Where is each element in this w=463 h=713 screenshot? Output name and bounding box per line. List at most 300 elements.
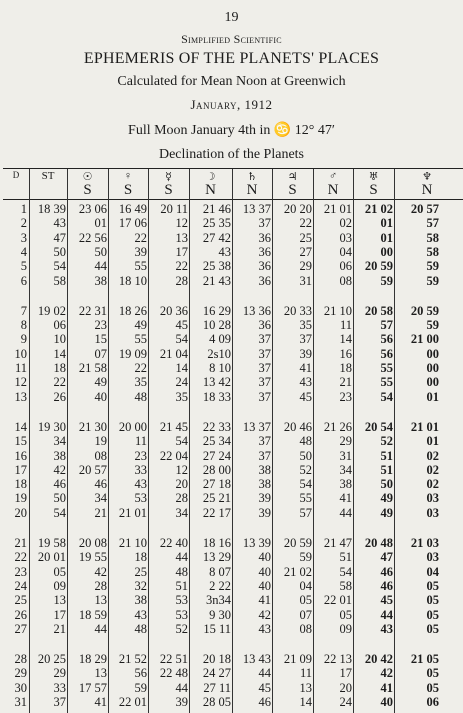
cell-saturn: 36 [258, 273, 271, 288]
cell-venus: 17 06 [118, 216, 147, 231]
cell-mercury: 22 40 [159, 536, 188, 550]
cell-venus: 22 [134, 361, 147, 375]
cell-neptune: 05 [426, 680, 439, 695]
cell-sidereal-time: 18 [53, 361, 66, 375]
cell-venus: 59 [134, 680, 147, 695]
cell-jupiter: 25 [299, 230, 312, 245]
cell-mars: 58 [339, 578, 352, 593]
cell-sun: 34 [94, 491, 107, 506]
cell-sidereal-time: 21 [53, 621, 66, 636]
cell-saturn: 38 [258, 462, 271, 477]
cell-day: 21 [14, 536, 27, 550]
cell-venus: 22 [134, 230, 147, 245]
cell-mars: 21 [339, 375, 352, 390]
subtitle: Calculated for Mean Noon at Greenwich [117, 74, 346, 89]
cell-mars: 29 [339, 434, 352, 449]
cell-neptune: 01 [426, 389, 439, 404]
cell-mercury: 51 [175, 578, 188, 593]
column-divider [148, 169, 149, 713]
cell-uranus: 55 [380, 361, 393, 375]
cell-neptune: 58 [426, 230, 439, 245]
cell-jupiter: 39 [299, 346, 312, 361]
cell-day: 27 [14, 621, 27, 636]
cell-mars: 21 10 [323, 303, 352, 318]
cell-uranus: 00 [380, 244, 393, 259]
cell-mars: 22 01 [323, 593, 352, 608]
cell-venus: 35 [134, 375, 147, 390]
cell-mars: 38 [339, 477, 352, 492]
section-title: Declination of the Planets [158, 147, 305, 162]
cell-day: 10 [14, 346, 27, 361]
cell-saturn: 36 [258, 318, 271, 333]
cell-venus: 39 [134, 244, 147, 259]
cell-sun: 19 55 [78, 550, 107, 565]
cell-mars: 14 [339, 332, 352, 347]
cell-neptune: 21 00 [410, 332, 439, 347]
cell-saturn: 13 39 [242, 536, 271, 550]
cell-moon: 2 22 [209, 578, 231, 593]
cell-sun: 13 [94, 666, 107, 681]
column-divider [272, 169, 273, 713]
cell-jupiter: 08 [299, 621, 312, 636]
cell-sidereal-time: 46 [53, 477, 66, 492]
cell-saturn: 39 [258, 491, 271, 506]
cell-mercury: 21 45 [159, 419, 188, 434]
cell-mars: 09 [339, 621, 352, 636]
cell-moon: 8 07 [209, 564, 231, 579]
cell-mercury: 52 [175, 621, 188, 636]
cell-mars: 51 [339, 550, 352, 565]
cell-neptune: 01 [426, 434, 439, 449]
subheader-uranus: S [369, 182, 378, 198]
cell-neptune: 03 [426, 550, 439, 565]
cell-moon: 25 21 [202, 491, 231, 506]
cell-venus: 21 52 [118, 652, 147, 667]
cell-jupiter: 54 [299, 477, 312, 492]
cell-uranus: 54 [380, 389, 393, 404]
cell-sidereal-time: 22 [53, 375, 66, 390]
cell-moon: 22 33 [202, 419, 231, 434]
cell-uranus: 42 [380, 666, 393, 681]
cell-mars: 54 [339, 564, 352, 579]
cell-day: 30 [14, 680, 27, 695]
cell-mars: 44 [339, 505, 352, 520]
cell-mercury: 28 [175, 491, 188, 506]
cell-mars: 20 [339, 680, 352, 695]
cell-uranus: 51 [380, 448, 393, 463]
cell-sidereal-time: 06 [53, 318, 66, 333]
cell-jupiter: 31 [299, 273, 312, 288]
cell-moon: 27 18 [202, 477, 231, 492]
cell-uranus: 21 02 [364, 202, 393, 216]
cell-day: 17 [14, 462, 27, 477]
cell-uranus: 56 [380, 346, 393, 361]
cell-sidereal-time: 43 [53, 216, 66, 231]
cell-mars: 02 [339, 216, 352, 231]
cell-day: 4 [20, 244, 27, 259]
cell-sidereal-time: 19 58 [37, 536, 66, 550]
cell-venus: 55 [134, 332, 147, 347]
cell-mercury: 48 [175, 564, 188, 579]
full-moon-note: Full Moon January 4th in ♋ 12° 47′ [128, 123, 335, 138]
cell-sidereal-time: 37 [53, 695, 66, 709]
cell-moon: 21 43 [202, 273, 231, 288]
cell-uranus: 59 [380, 273, 393, 288]
cell-mercury: 54 [175, 332, 188, 347]
cell-moon: 27 11 [203, 680, 231, 695]
cell-saturn: 37 [258, 361, 271, 375]
cell-neptune: 00 [426, 346, 439, 361]
cell-mercury: 53 [175, 593, 188, 608]
cell-jupiter: 04 [299, 578, 312, 593]
cell-moon: 3n34 [206, 593, 231, 608]
cell-uranus: 46 [380, 564, 393, 579]
cell-jupiter: 27 [299, 244, 312, 259]
cell-jupiter: 20 46 [283, 419, 312, 434]
cell-sun: 46 [94, 477, 107, 492]
cell-neptune: 00 [426, 361, 439, 375]
cell-sidereal-time: 54 [53, 505, 66, 520]
header-sun: ☉ [82, 171, 93, 183]
header-saturn: ♄ [247, 171, 257, 183]
cell-day: 25 [14, 593, 27, 608]
cell-jupiter: 57 [299, 505, 312, 520]
cell-saturn: 13 36 [242, 303, 271, 318]
cell-venus: 18 [134, 550, 147, 565]
subheader-venus: S [123, 182, 133, 198]
cell-mercury: 35 [175, 389, 188, 404]
cell-day: 14 [14, 419, 27, 434]
cell-jupiter: 07 [299, 607, 312, 622]
cell-mars: 23 [339, 389, 352, 404]
cell-jupiter: 35 [299, 318, 312, 333]
cell-sidereal-time: 13 [53, 593, 66, 608]
cell-saturn: 36 [258, 259, 271, 274]
cell-day: 19 [14, 491, 27, 506]
cell-sidereal-time: 20 25 [37, 652, 66, 667]
cell-day: 18 [14, 477, 27, 492]
subheader-sun: S [83, 182, 92, 198]
cell-moon: 27 24 [202, 448, 231, 463]
cell-sidereal-time: 05 [53, 564, 66, 579]
cell-venus: 18 10 [118, 273, 147, 288]
cell-sun: 21 30 [78, 419, 107, 434]
cell-neptune: 03 [426, 505, 439, 520]
column-divider [29, 169, 30, 713]
cell-moon: 15 11 [203, 621, 231, 636]
cell-moon: 18 33 [202, 389, 231, 404]
cell-moon: 28 00 [202, 462, 231, 477]
cell-sidereal-time: 09 [53, 578, 66, 593]
cell-saturn: 13 37 [242, 202, 271, 216]
cell-mercury: 12 [175, 462, 188, 477]
cell-sidereal-time: 34 [53, 434, 66, 449]
cell-day: 13 [14, 389, 27, 404]
cell-sun: 21 [94, 505, 107, 520]
cell-moon: 27 42 [202, 230, 231, 245]
publisher-line: Simplified Scientific [181, 32, 282, 46]
cell-neptune: 05 [426, 666, 439, 681]
cell-mars: 16 [339, 346, 352, 361]
cell-day: 29 [14, 666, 27, 681]
cell-sun: 07 [94, 346, 107, 361]
cell-mars: 18 [339, 361, 352, 375]
cell-jupiter: 43 [299, 375, 312, 390]
cell-uranus: 49 [380, 491, 393, 506]
cell-sidereal-time: 26 [53, 389, 66, 404]
cell-saturn: 37 [258, 448, 271, 463]
cell-sun: 18 59 [78, 607, 107, 622]
cell-venus: 53 [134, 491, 147, 506]
cell-mars: 22 13 [323, 652, 352, 667]
column-divider [353, 169, 354, 713]
cell-neptune: 02 [426, 462, 439, 477]
cell-mercury: 22 [175, 259, 188, 274]
header-jupiter: ♃ [287, 171, 298, 183]
cell-sidereal-time: 58 [53, 273, 66, 288]
cell-venus: 48 [134, 621, 147, 636]
cell-saturn: 13 37 [242, 419, 271, 434]
cell-jupiter: 48 [299, 434, 312, 449]
cell-sun: 18 29 [78, 652, 107, 667]
cell-mercury: 24 [175, 375, 188, 390]
cell-sidereal-time: 14 [53, 346, 66, 361]
cell-sun: 23 [94, 318, 107, 333]
cell-day: 7 [20, 303, 27, 318]
cell-sun: 50 [94, 244, 107, 259]
cell-sun: 15 [94, 332, 107, 347]
cell-neptune: 05 [426, 621, 439, 636]
cell-neptune: 04 [426, 564, 439, 579]
column-divider [189, 169, 190, 713]
header-neptune: ♆ [422, 171, 432, 183]
cell-moon: 10 28 [202, 318, 231, 333]
cell-neptune: 02 [426, 477, 439, 492]
cell-venus: 19 09 [118, 346, 147, 361]
cell-mercury: 12 [175, 216, 188, 231]
cell-sun: 22 31 [78, 303, 107, 318]
cell-mars: 06 [339, 259, 352, 274]
cell-uranus: 01 [380, 216, 393, 231]
cell-uranus: 43 [380, 621, 393, 636]
cell-uranus: 57 [380, 318, 393, 333]
column-divider [232, 169, 233, 713]
cell-saturn: 40 [258, 564, 271, 579]
cell-uranus: 20 58 [364, 303, 393, 318]
cell-moon: 25 35 [202, 216, 231, 231]
cell-mercury: 39 [175, 695, 188, 709]
cell-neptune: 02 [426, 448, 439, 463]
cell-mars: 24 [339, 695, 352, 709]
cell-mars: 11 [339, 318, 352, 333]
cell-jupiter: 45 [299, 389, 312, 404]
cell-jupiter: 14 [299, 695, 312, 709]
cell-jupiter: 29 [299, 259, 312, 274]
cell-saturn: 37 [258, 375, 271, 390]
cell-saturn: 42 [258, 607, 271, 622]
cell-saturn: 37 [258, 346, 271, 361]
cell-mars: 17 [339, 666, 352, 681]
cell-sun: 40 [94, 389, 107, 404]
column-divider [67, 169, 68, 713]
cell-jupiter: 05 [299, 593, 312, 608]
cell-sun: 21 58 [78, 361, 107, 375]
cell-day: 6 [20, 273, 27, 288]
cell-sidereal-time: 19 02 [37, 303, 66, 318]
cell-venus: 23 [134, 448, 147, 463]
cell-uranus: 01 [380, 230, 393, 245]
cell-sun: 17 57 [78, 680, 107, 695]
cell-mercury: 22 51 [159, 652, 188, 667]
cell-moon: 2s10 [207, 346, 231, 361]
cell-day: 28 [14, 652, 27, 667]
cell-moon: 18 16 [202, 536, 231, 550]
header-moon: ☽ [205, 171, 216, 183]
cell-jupiter: 37 [299, 332, 312, 347]
cell-jupiter: 22 [299, 216, 312, 231]
cell-mercury: 53 [175, 607, 188, 622]
cell-uranus: 45 [380, 593, 393, 608]
cell-mars: 04 [339, 244, 352, 259]
column-divider [394, 169, 395, 713]
cell-venus: 49 [134, 318, 147, 333]
cell-sun: 20 57 [78, 462, 107, 477]
cell-sun: 44 [94, 259, 107, 274]
cell-saturn: 37 [258, 216, 271, 231]
cell-mercury: 20 11 [160, 202, 188, 216]
cell-sun: 42 [94, 564, 107, 579]
subheader-mars: N [327, 182, 339, 198]
header-mercury: ☿ [165, 171, 172, 183]
subheader-saturn: N [246, 182, 258, 198]
cell-saturn: 45 [258, 680, 271, 695]
cell-mercury: 20 [175, 477, 188, 492]
cell-uranus: 20 48 [364, 536, 393, 550]
header-venus: ♀ [123, 170, 133, 182]
cell-venus: 55 [134, 259, 147, 274]
cell-moon: 43 [218, 244, 231, 259]
cell-mercury: 45 [175, 318, 188, 333]
cell-saturn: 46 [258, 695, 271, 709]
cell-neptune: 20 57 [410, 202, 439, 216]
cell-venus: 48 [134, 389, 147, 404]
cell-mars: 03 [339, 230, 352, 245]
cell-uranus: 44 [380, 607, 393, 622]
cell-mars: 31 [339, 448, 352, 463]
cell-saturn: 41 [258, 593, 271, 608]
cell-moon: 20 18 [202, 652, 231, 667]
cell-uranus: 40 [380, 695, 393, 709]
header-uranus: ♅ [368, 171, 379, 183]
cell-venus: 16 49 [118, 202, 147, 216]
cell-sun: 23 06 [78, 202, 107, 216]
cell-saturn: 37 [258, 332, 271, 347]
cell-sidereal-time: 19 30 [37, 419, 66, 434]
cell-uranus: 49 [380, 505, 393, 520]
cell-mars: 08 [339, 273, 352, 288]
subheader-jupiter: S [288, 182, 297, 198]
cell-uranus: 56 [380, 332, 393, 347]
cell-jupiter: 52 [299, 462, 312, 477]
cell-neptune: 05 [426, 578, 439, 593]
cell-sidereal-time: 29 [53, 666, 66, 681]
header-sidereal-time: ST [41, 170, 55, 182]
cell-saturn: 37 [258, 389, 271, 404]
cell-sun: 22 56 [78, 230, 107, 245]
page-title: EPHEMERIS OF THE PLANETS' PLACES [83, 50, 380, 67]
cell-saturn: 37 [258, 434, 271, 449]
cell-sidereal-time: 10 [53, 332, 66, 347]
cell-mercury: 21 04 [159, 346, 188, 361]
cell-sun: 13 [94, 593, 107, 608]
cell-neptune: 57 [426, 216, 439, 231]
subheader-neptune: N [421, 182, 433, 198]
column-divider [108, 169, 109, 713]
cell-sun: 44 [94, 621, 107, 636]
cell-sidereal-time: 17 [53, 607, 66, 622]
column-divider [313, 169, 314, 713]
cell-sidereal-time: 18 39 [37, 202, 66, 216]
cell-uranus: 20 59 [364, 259, 393, 274]
header-day: D [12, 170, 20, 180]
cell-moon: 4 09 [209, 332, 231, 347]
cell-neptune: 06 [426, 695, 439, 709]
cell-neptune: 21 01 [410, 419, 439, 434]
cell-moon: 25 34 [202, 434, 231, 449]
cell-saturn: 13 43 [242, 652, 271, 667]
cell-jupiter: 20 33 [283, 303, 312, 318]
cell-day: 8 [20, 318, 27, 333]
cell-day: 24 [14, 578, 27, 593]
cell-neptune: 20 59 [410, 303, 439, 318]
month-heading: January, 1912 [190, 97, 273, 112]
page-number: 19 [224, 10, 239, 25]
cell-day: 12 [14, 375, 27, 390]
cell-saturn: 36 [258, 230, 271, 245]
header-mars: ♂ [328, 170, 338, 182]
cell-saturn: 44 [258, 666, 271, 681]
cell-mars: 21 01 [323, 202, 352, 216]
cell-jupiter: 20 20 [283, 202, 312, 216]
cell-moon: 24 27 [202, 666, 231, 681]
cell-uranus: 47 [380, 550, 393, 565]
cell-mercury: 34 [175, 505, 188, 520]
cell-mercury: 44 [175, 680, 188, 695]
cell-day: 31 [14, 695, 27, 709]
cell-saturn: 43 [258, 621, 271, 636]
cell-day: 1 [20, 202, 27, 216]
cell-day: 23 [14, 564, 27, 579]
cell-venus: 32 [134, 578, 147, 593]
cell-sidereal-time: 38 [53, 448, 66, 463]
cell-uranus: 50 [380, 477, 393, 492]
cell-mercury: 13 [175, 230, 188, 245]
cell-day: 15 [14, 434, 27, 449]
cell-venus: 33 [134, 462, 147, 477]
cell-sun: 01 [94, 216, 107, 231]
cell-day: 5 [20, 259, 27, 274]
cell-day: 22 [14, 550, 27, 565]
cell-day: 26 [14, 607, 27, 622]
cell-jupiter: 59 [299, 550, 312, 565]
cell-mercury: 28 [175, 273, 188, 288]
cell-jupiter: 11 [299, 666, 312, 681]
cell-sidereal-time: 54 [53, 259, 66, 274]
subheader-mercury: S [164, 182, 173, 198]
cell-mercury: 14 [175, 361, 188, 375]
cell-venus: 38 [134, 593, 147, 608]
cell-mercury: 22 04 [159, 448, 188, 463]
